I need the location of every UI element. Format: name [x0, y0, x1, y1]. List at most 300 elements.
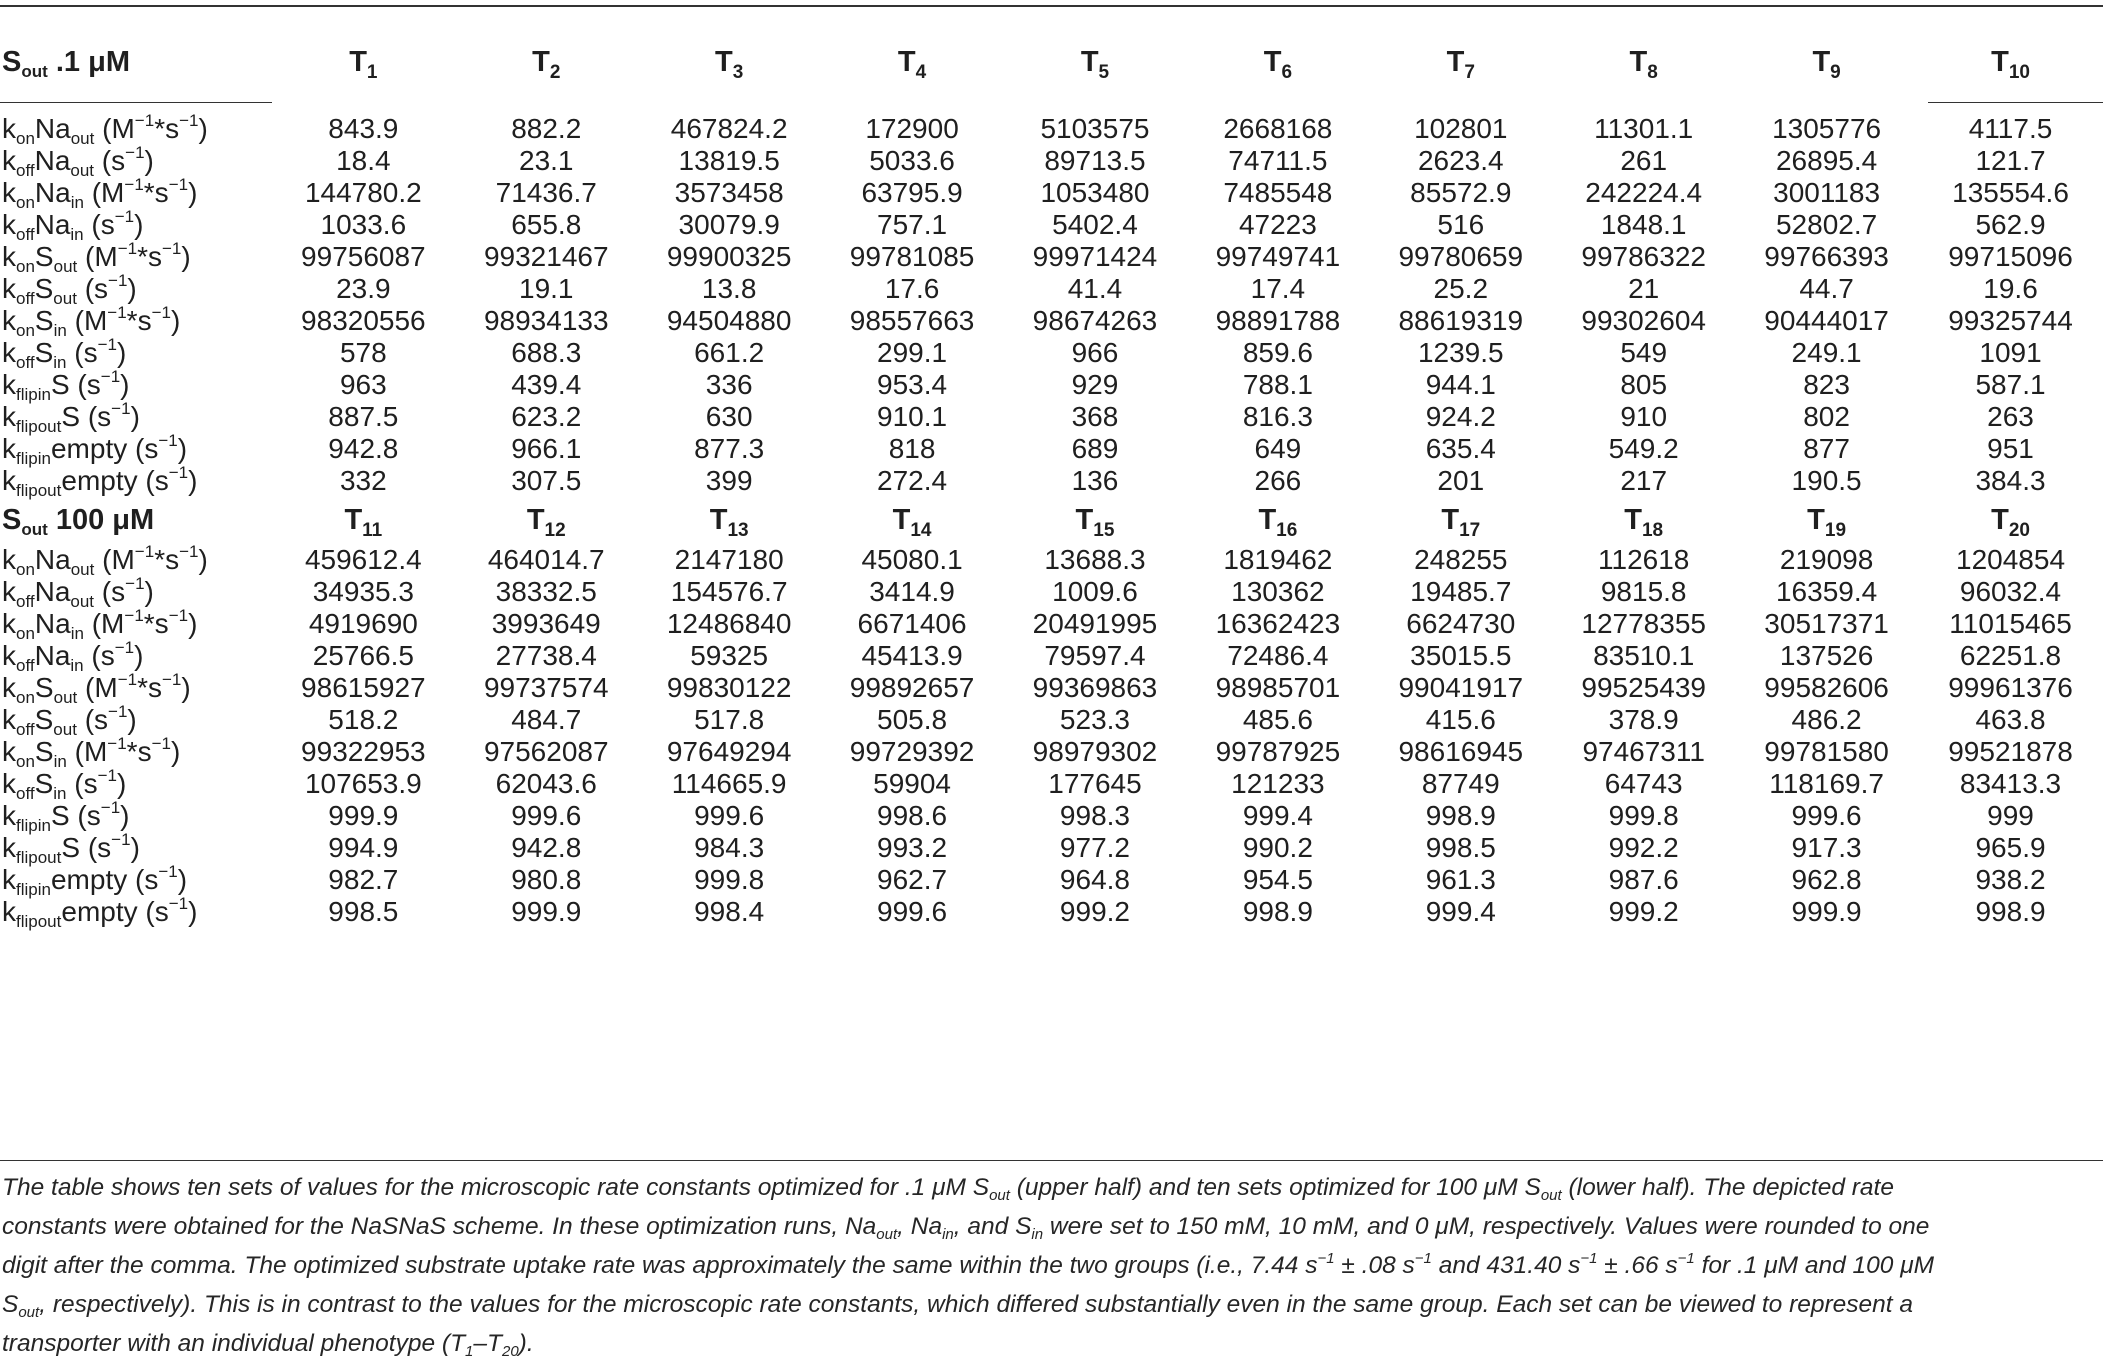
table-cell: 11301.1: [1594, 113, 1694, 144]
table-cell: 938.2: [1975, 864, 2046, 895]
table-cell: 99892657: [849, 672, 975, 703]
table-cell: 467824.2: [670, 113, 788, 144]
table-cell: 59904: [873, 768, 951, 799]
table-cell: 999.4: [1242, 800, 1313, 831]
table-cell: 549: [1620, 337, 1668, 368]
table-cell: 999.6: [511, 800, 582, 831]
table-cell: 99525439: [1581, 672, 1706, 703]
table-cell: 332: [339, 465, 387, 496]
table-cell: 980.8: [511, 864, 582, 895]
table-cell: 384.3: [1975, 465, 2046, 496]
column-header: $T_{10}$: [1991, 45, 2030, 83]
table-cell: 929: [1071, 369, 1119, 400]
table-cell: 1305776: [1772, 113, 1882, 144]
group1-data-row: [0, 369, 2103, 401]
column-header: $T_4$: [897, 45, 927, 83]
table-cell: 83413.3: [1959, 768, 2062, 799]
table-cell: 977.2: [1059, 832, 1130, 863]
table-cell: 99830122: [666, 672, 792, 703]
table-cell: 562.9: [1975, 209, 2046, 240]
table-cell: 25.2: [1433, 273, 1489, 304]
table-cell: 12778355: [1581, 608, 1706, 639]
table-cell: 368: [1071, 401, 1119, 432]
table-cell: 19.1: [519, 273, 574, 304]
table-cell: 13688.3: [1044, 544, 1146, 575]
table-cell: 71436.7: [495, 177, 597, 208]
column-header: $T_{20}$: [1991, 504, 2030, 541]
table-cell: 805: [1620, 369, 1668, 400]
table-cell: 963: [339, 369, 387, 400]
table-cell: 87749: [1421, 768, 1500, 799]
table-cell: 26895.4: [1775, 145, 1878, 176]
table-cell: 19485.7: [1410, 576, 1512, 607]
group2-data-row: [0, 576, 2103, 608]
table-cell: 99971424: [1032, 241, 1158, 272]
group1-data-row: [0, 337, 2103, 369]
row-label: $k_{on}Na_{in}$ $(M^{-1}*s^{-1})$: [2, 606, 198, 643]
group1-data-row: [0, 273, 2103, 305]
table-cell: 689: [1071, 433, 1119, 464]
table-cell: 998.6: [877, 800, 948, 831]
table-cell: 99321467: [483, 241, 609, 272]
table-spacer: [0, 94, 2103, 113]
table-cell: 399: [705, 465, 753, 496]
row-label: $k_{on}S_{out}$ $(M^{-1}*s^{-1})$: [2, 239, 191, 276]
row-label: $k_{flipout}S$ $(s^{-1})$: [2, 830, 140, 867]
table-cell: 307.5: [511, 465, 582, 496]
table-cell: 6624730: [1406, 608, 1516, 639]
table-cell: 190.5: [1791, 465, 1862, 496]
table-cell: 135554.6: [1952, 177, 2069, 208]
table-cell: 877: [1803, 433, 1850, 464]
group2-header-row: [0, 497, 2103, 544]
table-cell: 942.8: [511, 832, 582, 863]
table-cell: 94504880: [666, 305, 792, 336]
table-cell: 144780.2: [304, 177, 422, 208]
table-cell: 757.1: [877, 209, 948, 240]
table-cell: 999: [1987, 800, 2034, 831]
group1-header-row: [0, 30, 2103, 94]
table-cell: 97467311: [1582, 736, 1705, 767]
table-cell: 5402.4: [1052, 209, 1138, 240]
table-cell: 99302604: [1581, 305, 1706, 336]
group2-data-row: [0, 640, 2103, 672]
table-cell: 13819.5: [678, 145, 780, 176]
table-cell: 99325744: [1948, 305, 2073, 336]
table-cell: 20491995: [1032, 608, 1158, 639]
table-cell: 88619319: [1398, 305, 1524, 336]
row-label: $k_{on}S_{in}$ $(M^{-1}*s^{-1})$: [2, 303, 181, 340]
table-cell: 998.5: [1425, 832, 1496, 863]
table-cell: 177645: [1048, 768, 1142, 799]
table-cell: 999.2: [1059, 896, 1130, 927]
table-cell: 99766393: [1764, 241, 1889, 272]
table-cell: 966.1: [511, 433, 582, 464]
table-cell: 802: [1803, 401, 1850, 432]
table-cell: 990.2: [1242, 832, 1313, 863]
table-cell: 219098: [1779, 544, 1874, 575]
table-cell: 83510.1: [1593, 640, 1695, 671]
table-cell: 1848.1: [1600, 209, 1687, 240]
table-cell: 79597.4: [1044, 640, 1146, 671]
table-cell: 999.8: [1608, 800, 1679, 831]
row-label: $k_{flipin}empty$ $(s^{-1})$: [2, 431, 188, 468]
table-cell: 623.2: [511, 401, 582, 432]
column-header: $T_{17}$: [1441, 504, 1481, 541]
table-cell: 44.7: [1799, 273, 1854, 304]
table-cell: 998.9: [1975, 896, 2046, 927]
group2-data-row: [0, 544, 2103, 576]
row-label: $k_{flipin}empty$ $(s^{-1})$: [2, 862, 188, 899]
table-cell: 3001183: [1773, 177, 1881, 208]
table-cell: 917.3: [1791, 832, 1862, 863]
table-cell: 2668168: [1223, 113, 1333, 144]
table-cell: 98979302: [1032, 736, 1158, 767]
table-cell: 74711.5: [1228, 145, 1328, 176]
table-cell: 2623.4: [1417, 145, 1504, 176]
table-cell: 16359.4: [1775, 576, 1878, 607]
table-cell: 688.3: [511, 337, 582, 368]
table-cell: 944.1: [1425, 369, 1496, 400]
table-cell: 30517371: [1764, 608, 1889, 639]
table-cell: 41.4: [1067, 273, 1123, 304]
table-cell: 121233: [1231, 768, 1325, 799]
table-cell: 137526: [1779, 640, 1874, 671]
table-cell: 635.4: [1425, 433, 1496, 464]
table-cell: 98674263: [1032, 305, 1158, 336]
row-label: $k_{off}Na_{out}$ $(s^{-1})$: [2, 574, 154, 611]
column-header: $T_5$: [1080, 45, 1110, 83]
group2-data-row: [0, 832, 2103, 864]
row-label: $k_{on}Na_{in}$ $(M^{-1}*s^{-1})$: [2, 175, 198, 212]
table-cell: 999.6: [694, 800, 765, 831]
group1-data-row: [0, 145, 2103, 177]
group1-data-row: [0, 113, 2103, 145]
table-cell: 984.3: [694, 832, 765, 863]
table-cell: 99781580: [1764, 736, 1889, 767]
table-cell: 517.8: [694, 704, 765, 735]
table-cell: 998.9: [1425, 800, 1496, 831]
row-label: $k_{off}Na_{out}$ $(s^{-1})$: [2, 143, 154, 180]
group1-data-row: [0, 305, 2103, 337]
table-cell: 38332.5: [495, 576, 597, 607]
group2-data-row: [0, 704, 2103, 736]
column-header: $T_{15}$: [1075, 504, 1115, 541]
group1-data-row: [0, 433, 2103, 465]
table-cell: 9815.8: [1600, 576, 1687, 607]
group1-data-row: [0, 465, 2103, 497]
table-cell: 172900: [865, 113, 959, 144]
caption-line-1: The table shows ten sets of values for the microscopic rate constants optimized for .1 μM $S_{out}$ (upper half) and ten sets optimized for 100 μM $S_{out}$ (lower half). The depicted rate: [2, 1174, 1894, 1204]
group1-data-row: [0, 401, 2103, 433]
table-cell: 459612.4: [304, 544, 422, 575]
table-cell: 998.5: [328, 896, 399, 927]
table-cell: 107653.9: [304, 768, 422, 799]
table-cell: 114665.9: [671, 768, 787, 799]
row-label: $k_{on}Na_{out}$ $(M^{-1}*s^{-1})$: [2, 111, 208, 148]
table-cell: 99780659: [1398, 241, 1524, 272]
table-cell: 2147180: [674, 544, 784, 575]
table-cell: 982.7: [328, 864, 399, 895]
table-cell: 910.1: [877, 401, 948, 432]
table-cell: 64743: [1604, 768, 1683, 799]
column-header: $T_{19}$: [1807, 504, 1847, 541]
table-cell: 27738.4: [495, 640, 597, 671]
table-cell: 17.4: [1250, 273, 1306, 304]
table-cell: 154576.7: [670, 576, 788, 607]
table-cell: 924.2: [1425, 401, 1496, 432]
table-cell: 859.6: [1242, 337, 1313, 368]
table-cell: 98557663: [849, 305, 975, 336]
group2-data-row: [0, 608, 2103, 640]
table-cell: 788.1: [1242, 369, 1313, 400]
table-cell: 4117.5: [1968, 113, 2053, 144]
table-cell: 964.8: [1059, 864, 1130, 895]
table-cell: 217: [1620, 465, 1668, 496]
table-cell: 999.6: [877, 896, 948, 927]
column-header: $T_{14}$: [892, 504, 932, 541]
table-cell: 999.8: [694, 864, 765, 895]
table-cell: 299.1: [877, 337, 948, 368]
column-header: $T_6$: [1263, 45, 1293, 83]
table-cell: 99749741: [1215, 241, 1341, 272]
caption-line-2: constants were obtained for the NaSNaS scheme. In these optimization runs, $Na_{out}$, $Na_{in}$, and $S_{in}$ were set to 150 mM, 10 mM, and 0 μM, respectively. Values were rounded to one: [2, 1213, 1930, 1243]
column-header: $T_{16}$: [1258, 504, 1298, 541]
table-cell: 549.2: [1608, 433, 1679, 464]
table-cell: 516: [1437, 209, 1485, 240]
table-cell: 99737574: [483, 672, 609, 703]
group2-data-row: [0, 768, 2103, 800]
row-label: $k_{off}Na_{in}$ $(s^{-1})$: [2, 207, 144, 244]
table-cell: 999.9: [1791, 896, 1862, 927]
table-cell: 630: [705, 401, 753, 432]
table-cell: 34935.3: [312, 576, 414, 607]
table-cell: 655.8: [511, 209, 582, 240]
table-cell: 47223: [1238, 209, 1317, 240]
table-cell: 823: [1803, 369, 1850, 400]
row-label: $k_{flipin}S$ $(s^{-1})$: [2, 367, 130, 404]
table-cell: 12486840: [666, 608, 792, 639]
table-spacer: [0, 0, 2103, 30]
table-cell: 5103575: [1040, 113, 1150, 144]
table-cell: 485.6: [1242, 704, 1313, 735]
table-cell: 1053480: [1040, 177, 1150, 208]
table-cell: 99521878: [1948, 736, 2073, 767]
table-cell: 464014.7: [487, 544, 605, 575]
table-cell: 3414.9: [869, 576, 955, 607]
table-cell: 999.9: [511, 896, 582, 927]
table-cell: 62043.6: [495, 768, 597, 799]
table-cell: 98616945: [1398, 736, 1524, 767]
column-header: $T_2$: [532, 45, 561, 83]
table-cell: 201: [1437, 465, 1485, 496]
table-cell: 415.6: [1425, 704, 1496, 735]
table-cell: 877.3: [694, 433, 765, 464]
table-cell: 99322953: [301, 736, 426, 767]
column-header: $T_7$: [1446, 45, 1475, 83]
table-cell: 843.9: [328, 113, 399, 144]
table-cell: 98985701: [1215, 672, 1341, 703]
table-cell: 59325: [690, 640, 769, 671]
table-cell: 942.8: [328, 433, 399, 464]
table-cell: 336: [705, 369, 753, 400]
table-cell: 998.3: [1059, 800, 1130, 831]
table-cell: 3573458: [674, 177, 784, 208]
column-header: $T_{13}$: [709, 504, 749, 541]
table-cell: 1033.6: [320, 209, 407, 240]
table-cell: 52802.7: [1775, 209, 1878, 240]
row-label: $k_{flipout}empty$ $(s^{-1})$: [2, 894, 198, 931]
column-header: $T_9$: [1812, 45, 1841, 83]
table-cell: 266: [1254, 465, 1302, 496]
table-cell: 439.4: [511, 369, 582, 400]
group2-data-row: [0, 672, 2103, 704]
table-cell: 99729392: [849, 736, 975, 767]
caption-line-3: digit after the comma. The optimized substrate uptake rate was approximately the same within the two groups (i.e., 7.44 $s^{-1} \pm .08$ $s^{-1}$ and 431.40 $s^{-1} \pm .66$ $s^{-1}$ for .1 μM and 100 μM: [2, 1250, 1935, 1279]
table-cell: 1009.6: [1052, 576, 1138, 607]
table-cell: 98320556: [301, 305, 426, 336]
row-label: $k_{on}Na_{out}$ $(M^{-1}*s^{-1})$: [2, 542, 208, 579]
group2-data-row: [0, 864, 2103, 896]
table-cell: 23.1: [519, 145, 574, 176]
table-cell: 505.8: [877, 704, 948, 735]
group1-data-row: [0, 177, 2103, 209]
table-cell: 999.9: [328, 800, 399, 831]
table-cell: 954.5: [1242, 864, 1313, 895]
table-cell: 98615927: [301, 672, 426, 703]
table-cell: 7485548: [1223, 177, 1333, 208]
table-cell: 45080.1: [861, 544, 963, 575]
table-cell: 17.6: [884, 273, 940, 304]
column-header: $T_3$: [715, 45, 744, 83]
table-cell: 966: [1071, 337, 1119, 368]
table-cell: 1239.5: [1417, 337, 1504, 368]
column-header: $T_8$: [1629, 45, 1658, 83]
table-cell: 85572.9: [1410, 177, 1512, 208]
table-cell: 16362423: [1215, 608, 1341, 639]
table-cell: 89713.5: [1044, 145, 1146, 176]
bottom-rule: [0, 1160, 2103, 1161]
table-cell: 578: [339, 337, 387, 368]
row-label: $k_{flipout}S$ $(s^{-1})$: [2, 399, 140, 436]
table-cell: 72486.4: [1227, 640, 1329, 671]
table-cell: 99786322: [1581, 241, 1706, 272]
caption-line-5: transporter with an individual phenotype $(T_1-T_{20})$.: [2, 1330, 534, 1360]
table-cell: 99041917: [1398, 672, 1524, 703]
column-header: $T_{12}$: [526, 504, 566, 541]
table-cell: 953.4: [877, 369, 948, 400]
table-cell: 13.8: [701, 273, 757, 304]
group1-data-row: [0, 241, 2103, 273]
table-cell: 62251.8: [1959, 640, 2062, 671]
table-cell: 587.1: [1975, 369, 2046, 400]
table-cell: 962.8: [1791, 864, 1862, 895]
table-cell: 518.2: [328, 704, 399, 735]
table-cell: 649: [1254, 433, 1302, 464]
row-label: $k_{flipin}S$ $(s^{-1})$: [2, 798, 130, 835]
group-label: $S_{out}$ 100 μM: [2, 504, 155, 539]
table-cell: 962.7: [877, 864, 948, 895]
table-cell: 484.7: [511, 704, 582, 735]
table-cell: 999.6: [1791, 800, 1862, 831]
table-cell: 263: [1987, 401, 2034, 432]
table-cell: 816.3: [1242, 401, 1313, 432]
group-label: $S_{out}$ .1 μM: [2, 45, 130, 81]
table-cell: 11015465: [1949, 608, 2072, 639]
table-cell: 97562087: [483, 736, 609, 767]
table-cell: 3993649: [491, 608, 601, 639]
table-cell: 249.1: [1791, 337, 1862, 368]
table-cell: 63795.9: [861, 177, 963, 208]
table-caption: [2, 1168, 2082, 1363]
table-cell: 130362: [1231, 576, 1325, 607]
table-cell: 25766.5: [312, 640, 414, 671]
table-cell: 998.4: [694, 896, 765, 927]
table-cell: 21: [1628, 273, 1660, 304]
table-cell: 999.4: [1425, 896, 1496, 927]
row-label: $k_{off}S_{in}$ $(s^{-1})$: [2, 335, 127, 372]
table-cell: 96032.4: [1959, 576, 2062, 607]
group1-data-row: [0, 209, 2103, 241]
table-cell: 961.3: [1425, 864, 1496, 895]
table-cell: 882.2: [511, 113, 582, 144]
row-label: $k_{off}S_{out}$ $(s^{-1})$: [2, 702, 137, 739]
table-cell: 99961376: [1948, 672, 2073, 703]
table-cell: 90444017: [1764, 305, 1889, 336]
table-cell: 118169.7: [1769, 768, 1884, 799]
row-label: $k_{off}S_{out}$ $(s^{-1})$: [2, 271, 137, 308]
table-cell: 992.2: [1608, 832, 1679, 863]
table-cell: 1091: [1979, 337, 2042, 368]
table-cell: 463.8: [1975, 704, 2046, 735]
row-label: $k_{flipout}empty$ $(s^{-1})$: [2, 463, 198, 500]
row-label: $k_{on}S_{in}$ $(M^{-1}*s^{-1})$: [2, 734, 181, 771]
group2-data-row: [0, 736, 2103, 768]
column-header: $T_{18}$: [1624, 504, 1664, 541]
column-header: $T_1$: [349, 45, 378, 83]
table-cell: 99582606: [1764, 672, 1889, 703]
table-cell: 272.4: [877, 465, 948, 496]
table-cell: 1204854: [1956, 544, 2066, 575]
table-cell: 98891788: [1215, 305, 1341, 336]
table-cell: 35015.5: [1410, 640, 1512, 671]
row-label: $k_{off}Na_{in}$ $(s^{-1})$: [2, 638, 144, 675]
table-cell: 5033.6: [869, 145, 955, 176]
table-cell: 99781085: [849, 241, 975, 272]
group2-data-row: [0, 800, 2103, 832]
table-cell: 102801: [1414, 113, 1508, 144]
table-cell: 99787925: [1215, 736, 1341, 767]
table-cell: 19.6: [1983, 273, 2038, 304]
table-cell: 6671406: [857, 608, 967, 639]
table-cell: 18.4: [336, 145, 391, 176]
table-cell: 99369863: [1032, 672, 1158, 703]
table-cell: 242224.4: [1585, 177, 1703, 208]
row-label: $k_{on}S_{out}$ $(M^{-1}*s^{-1})$: [2, 670, 191, 707]
table-cell: 136: [1071, 465, 1119, 496]
table-cell: 248255: [1414, 544, 1508, 575]
table-cell: 98934133: [483, 305, 609, 336]
table-cell: 951: [1987, 433, 2034, 464]
table-cell: 261: [1620, 145, 1668, 176]
table-cell: 965.9: [1975, 832, 2046, 863]
table-cell: 523.3: [1059, 704, 1130, 735]
table-cell: 661.2: [694, 337, 765, 368]
table-cell: 99715096: [1948, 241, 2073, 272]
table-cell: 999.2: [1608, 896, 1679, 927]
table-cell: 378.9: [1608, 704, 1679, 735]
table-cell: 23.9: [336, 273, 391, 304]
